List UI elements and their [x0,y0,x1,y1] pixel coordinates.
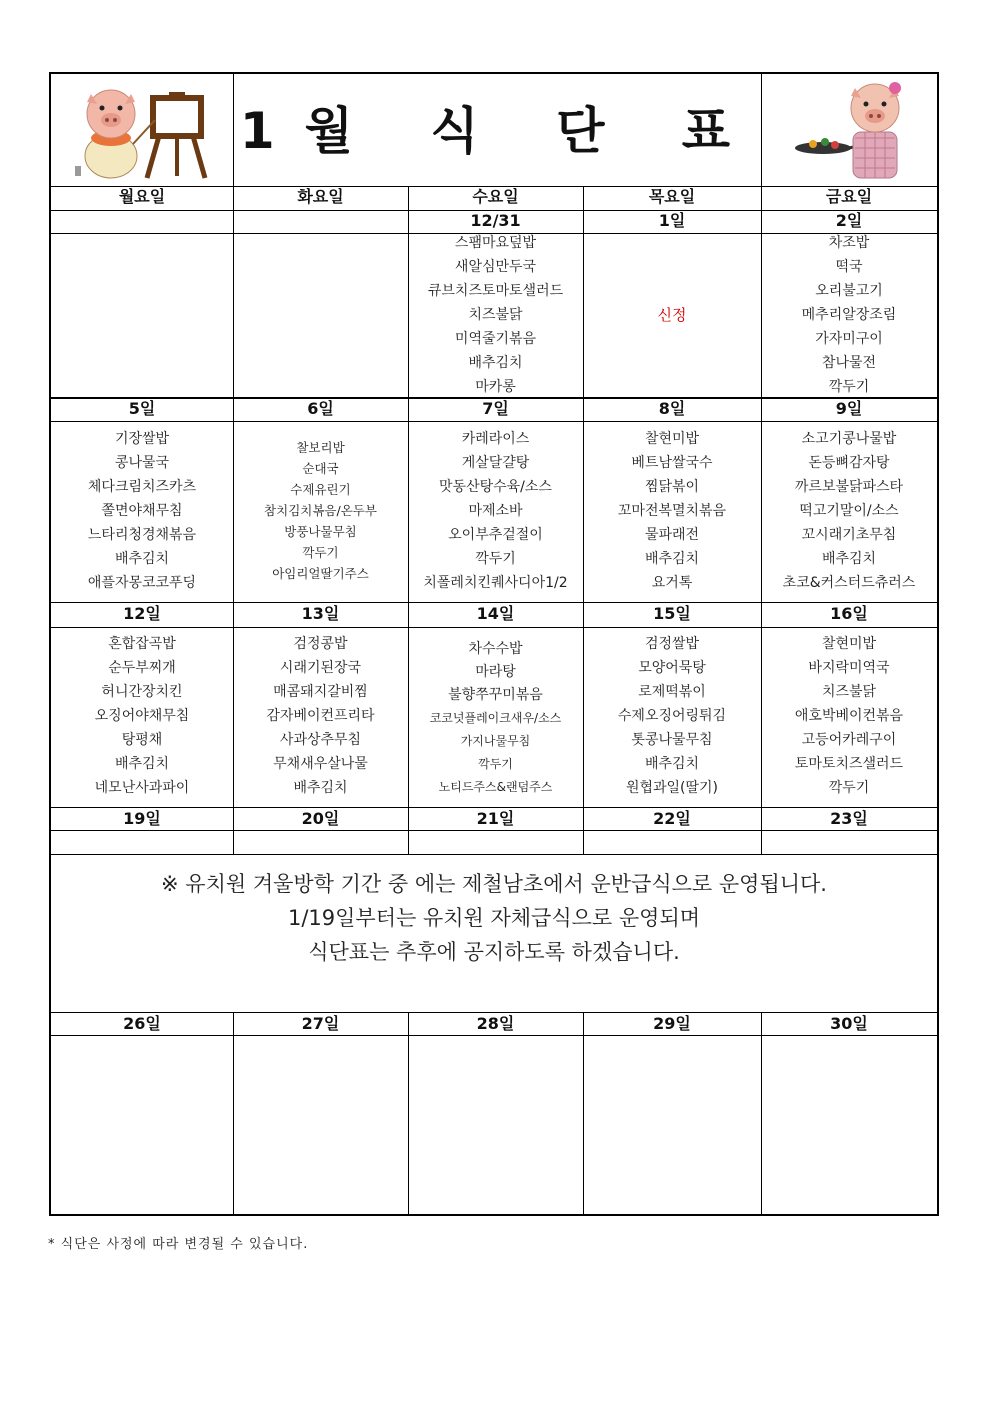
menu-item: 가지나물무침 [460,734,531,748]
menu-item: 애플자몽코코푸딩 [87,575,197,591]
menu-item: 배추김치 [468,355,523,371]
date-label: 7일 [482,399,509,418]
notice-line: 1/19일부터는 유치원 자체급식으로 운영되며 [287,906,701,930]
menu-cell-tue-w2 [233,437,408,584]
menu-item: 사과상추무침 [279,732,362,748]
menu-item: 순대국 [302,461,339,476]
date-label: 6일 [307,399,334,418]
menu-item: 수제오징어링튀김 [617,708,727,724]
menu-item: 체다크림치즈카츠 [87,479,197,495]
menu-item: 검정쌀밥 [644,636,700,652]
col-divider [761,830,762,854]
menu-cell-fri-w3 [761,632,937,800]
menu-item: 원협과일(딸기) [625,780,719,796]
row-divider [51,627,937,628]
menu-item: 오리불고기 [815,283,883,299]
menu-item: 콩나물국 [114,455,170,471]
date-label: 29일 [653,1014,691,1033]
date-label: 19일 [123,809,161,828]
menu-item: 참나물전 [821,355,877,371]
menu-item: 치즈불닭 [468,307,523,323]
holiday-label: 신정 [657,306,687,324]
col-divider [233,830,234,854]
menu-item: 오이부추겉절이 [448,527,543,543]
date-label: 1일 [658,211,686,230]
menu-item: 떡국 [835,259,863,275]
menu-item: 감자베이컨프리타 [266,708,375,724]
date-label: 16일 [830,604,868,623]
menu-cell-fri-w1 [761,231,937,399]
menu-item: 토마토치즈샐러드 [794,756,904,772]
notice-line: ※ 유치원 겨울방학 기간 중 에는 제철남초에서 운반급식으로 운영됩니다. [161,872,827,896]
menu-cell-thu-w3 [583,632,761,800]
menu-item: 초코&커스터드츄러스 [782,575,916,591]
menu-cell-tue-w3 [233,632,408,800]
menu-item: 깍두기 [302,545,339,560]
menu-item: 네모난사과파이 [94,780,190,796]
menu-cell-wed-w1 [408,231,583,399]
menu-item: 배추김치 [644,551,700,567]
date-label: 22일 [653,809,691,828]
menu-cell-wed-w3 [408,638,583,799]
date-label: 30일 [830,1014,868,1033]
menu-item: 배추김치 [114,551,170,567]
footnote: * 식단은 사정에 따라 변경될 수 있습니다. [48,1237,309,1252]
menu-item: 배추김치 [644,756,700,772]
menu-item: 기장쌀밥 [114,431,170,447]
menu-item: 탕평채 [121,732,163,748]
date-label: 23일 [830,809,868,828]
date-label: 15일 [653,604,691,623]
menu-table [49,72,939,1216]
weekday-header: 수요일 [472,187,519,206]
row-divider [51,421,937,422]
menu-item: 물파래전 [644,527,700,543]
menu-item: 톳콩나물무침 [631,732,713,748]
menu-item: 떡고기말이/소스 [799,503,899,519]
menu-item: 치폴레치킨퀘사디아1/2 [423,575,568,591]
date-label: 8일 [658,399,686,418]
painting-pig-icon [71,80,216,180]
date-label: 27일 [301,1014,340,1033]
menu-item: 큐브치즈토마토샐러드 [427,283,564,299]
date-label: 2일 [835,211,863,230]
menu-item: 치즈불닭 [821,684,877,700]
menu-item: 느타리청경채볶음 [87,527,197,543]
menu-item: 깍두기 [828,780,870,796]
menu-item: 모양어묵탕 [638,660,706,676]
menu-item: 마카롱 [475,379,516,395]
menu-item: 코코넛플레이크새우/소스 [429,711,562,725]
menu-item: 마제소바 [468,503,523,519]
date-label: 21일 [476,809,515,828]
menu-item: 깍두기 [475,551,516,567]
menu-item: 무채새우살나물 [273,756,368,772]
date-label: 13일 [301,604,340,623]
menu-item: 바지락미역국 [808,660,890,676]
menu-item: 찰보리밥 [296,440,345,455]
menu-item: 차수수밥 [468,641,523,657]
date-label: 12일 [123,604,161,623]
menu-item: 시래기된장국 [279,660,362,676]
notice-line: 식단표는 추후에 공지하도록 하겠습니다. [308,940,680,964]
col-divider [583,1012,584,1214]
menu-item: 쫄면야채무침 [101,503,183,519]
menu-item: 고등어카레구이 [801,732,897,748]
menu-item: 참치김치볶음/온두부 [264,503,377,518]
menu-item: 수제유린기 [290,482,351,497]
menu-item: 순두부찌개 [108,660,176,676]
menu-item: 메추리알장조림 [801,307,897,323]
menu-item: 꼬시래기초무침 [801,527,897,543]
menu-cell-mon-w2 [51,427,233,595]
menu-item: 혼합잡곡밥 [108,636,176,652]
row-divider [51,830,937,831]
menu-item: 요거톡 [651,575,693,591]
menu-item: 배추김치 [293,780,348,796]
menu-item: 아임리얼딸기주스 [272,566,369,581]
row-divider [51,1035,937,1036]
menu-item: 허니간장치킨 [101,684,183,700]
col-divider [408,830,409,854]
menu-cell-thu-w2 [583,427,761,595]
menu-cell-mon-w3 [51,632,233,800]
date-label: 14일 [476,604,515,623]
date-label: 12/31 [470,211,521,230]
menu-item: 미역줄기볶음 [454,331,537,347]
menu-item: 스팸마요덮밥 [454,235,537,251]
menu-item: 매콤돼지갈비찜 [273,684,368,700]
menu-item: 꼬마전복멸치볶음 [617,503,727,519]
menu-item: 찰현미밥 [821,636,877,652]
weekday-header: 목요일 [648,187,696,206]
col-divider [761,1012,762,1214]
menu-item: 소고기콩나물밥 [801,431,897,447]
menu-item: 차조밥 [828,235,870,251]
col-divider [233,1012,234,1214]
date-label: 28일 [476,1014,515,1033]
menu-item: 카레라이스 [461,431,530,447]
weekday-header: 화요일 [297,187,344,206]
page-title: 1월 식 단 표 [239,102,761,160]
menu-item: 게살달걀탕 [461,455,530,471]
menu-item: 오징어야채무침 [94,708,190,724]
menu-item: 로제떡볶이 [638,684,706,700]
weekday-header: 월요일 [118,187,166,206]
cooking-pig-icon [783,78,913,182]
menu-item: 베트남쌀국수 [631,455,713,471]
menu-item: 마라탕 [475,664,516,680]
weekday-header: 금요일 [825,187,873,206]
menu-item: 찜닭볶이 [644,479,700,495]
menu-item: 까르보불닭파스타 [794,479,904,495]
menu-item: 깍두기 [478,757,513,771]
menu-item: 돈등뼈감자탕 [808,455,890,471]
menu-item: 애호박베이컨볶음 [794,708,904,724]
winter-break-notice [51,867,937,969]
col-divider [583,830,584,854]
menu-item: 가자미구이 [815,331,883,347]
menu-cell-wed-w2 [408,427,583,595]
menu-item: 새알심만두국 [454,259,537,275]
date-label: 26일 [123,1014,161,1033]
menu-item: 불향쭈꾸미볶음 [448,687,543,703]
menu-item: 검정콩밥 [293,636,348,652]
menu-item: 배추김치 [114,756,170,772]
date-label: 5일 [128,399,156,418]
menu-item: 방풍나물무침 [284,524,357,539]
date-label: 9일 [835,399,863,418]
menu-item: 찰현미밥 [644,431,700,447]
menu-item: 맛동산탕수육/소스 [439,479,552,495]
menu-item: 배추김치 [821,551,877,567]
row-divider [51,854,937,855]
menu-cell-fri-w2 [761,427,937,595]
date-label: 20일 [301,809,340,828]
menu-item: 깍두기 [828,379,870,395]
col-divider [408,1012,409,1214]
menu-item: 노티드주스&랜덤주스 [438,780,553,794]
